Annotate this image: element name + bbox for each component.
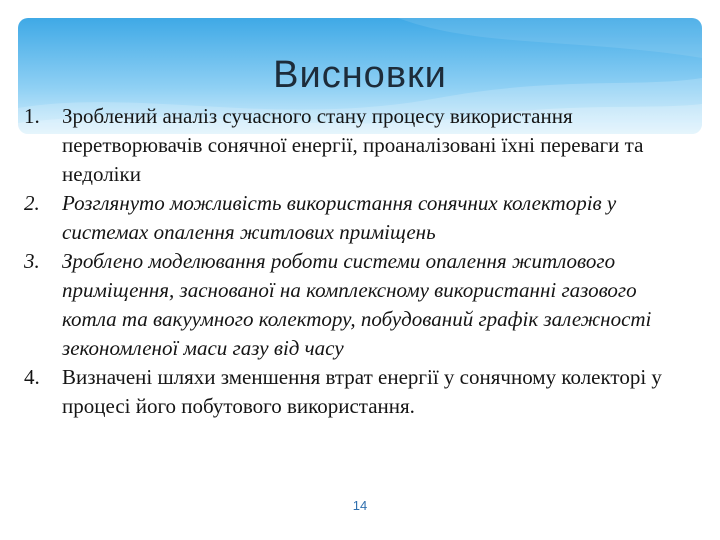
list-item-text: Зроблений аналіз сучасного стану процесу використання перетворювачів сонячної енергії, проаналізовані їхні переваги та недоліки — [62, 104, 644, 186]
list-item — [24, 102, 694, 189]
list-item-text: Розглянуто можливість використання сонячних колекторів у системах опалення житлових приміщень — [62, 191, 617, 244]
list-item-number: 4. — [24, 365, 40, 389]
list-item — [24, 363, 694, 421]
list-item-number: 3. — [24, 249, 40, 273]
conclusions-list — [24, 102, 694, 421]
list-item-text: Зроблено моделювання роботи системи опалення житлового приміщення, заснованої на комплексному використанні газового котла та вакуумного колектору, побудований графік залежності зекономленої маси газу від часу — [62, 249, 652, 360]
page-number: 14 — [352, 498, 368, 513]
list-item — [24, 247, 694, 363]
list-item-text: Визначені шляхи зменшення втрат енергії у сонячному колекторі у процесі його побутового використання. — [62, 365, 662, 418]
list-item-number: 1. — [24, 104, 40, 128]
list-item-number: 2. — [24, 191, 40, 215]
list-item — [24, 189, 694, 247]
slide-title: Висновки — [273, 54, 447, 96]
